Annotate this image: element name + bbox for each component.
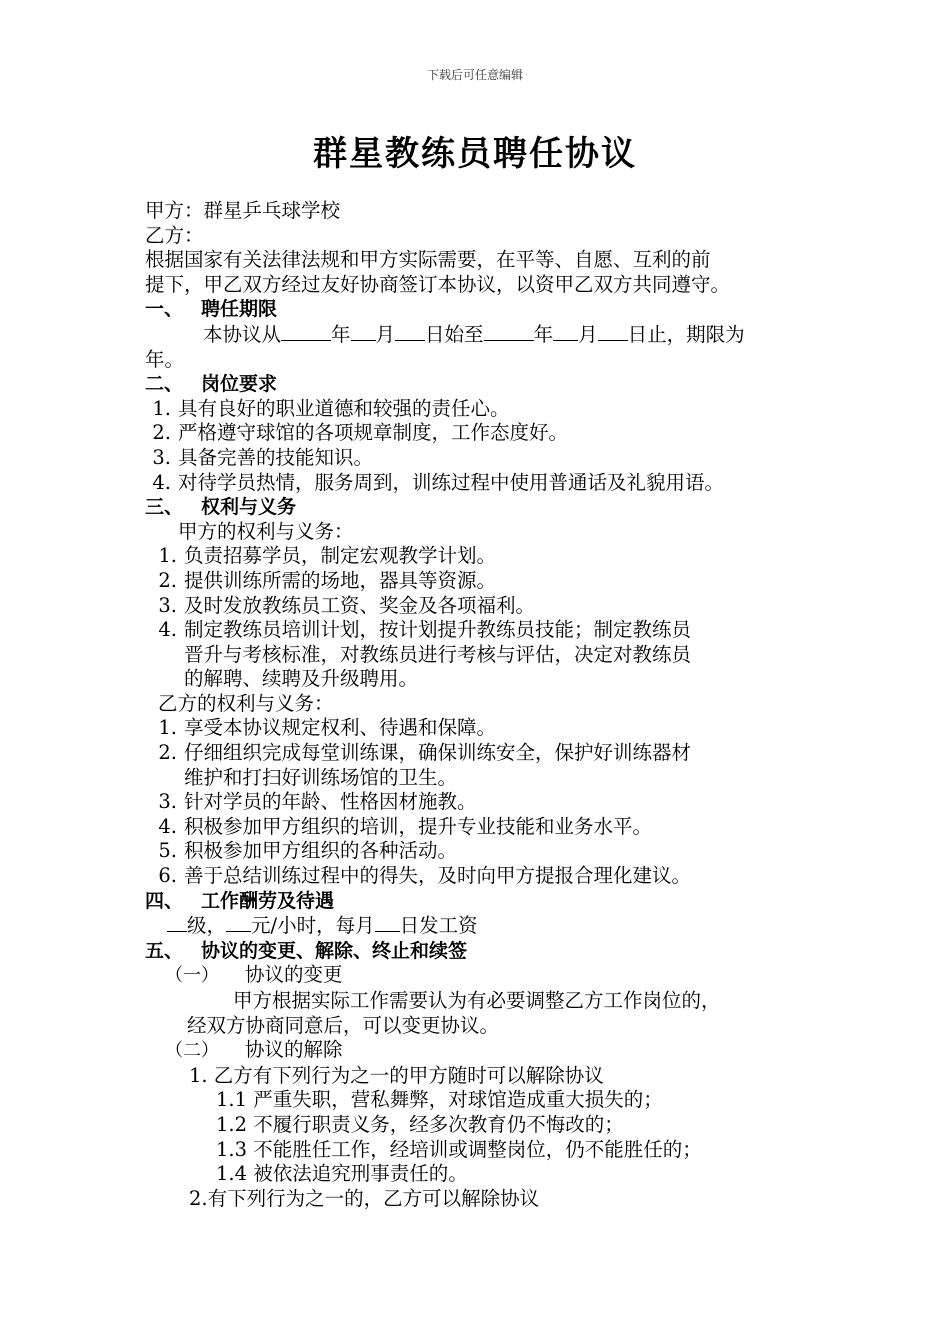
requirements-list xyxy=(145,397,825,495)
termination-sub-item: 1.4 被依法追究刑事责任的。 xyxy=(216,1162,468,1186)
list-item xyxy=(151,544,825,569)
section-number: 三、 xyxy=(145,496,184,519)
section-title: 协议的变更、解除、终止和续签 xyxy=(201,939,468,962)
item-number: 2. xyxy=(158,741,177,765)
pay-text: 日发工资 xyxy=(399,914,478,938)
pay-line xyxy=(145,913,825,939)
section-3-heading xyxy=(145,495,825,520)
party-b-rights-list xyxy=(145,716,825,888)
item-number: 1. xyxy=(158,716,177,740)
term-text: 年 xyxy=(331,322,351,346)
item-text: 仔细组织完成每堂训练课，确保训练安全，保护好训练器材 xyxy=(184,741,692,765)
section-title: 工作酬劳及待遇 xyxy=(201,889,335,912)
item-text: 制定教练员培训计划，按计划提升教练员技能；制定教练员 xyxy=(184,618,692,642)
item-number: 2. xyxy=(158,568,177,592)
item-text: 具有良好的职业道德和较强的责任心。 xyxy=(178,396,510,420)
term-text: 本协议从 xyxy=(203,322,282,346)
item-text: 针对学员的年龄、性格因材施教。 xyxy=(184,790,477,814)
item-number: 6. xyxy=(158,864,177,888)
section-number: 五、 xyxy=(145,939,184,962)
section-title: 岗位要求 xyxy=(201,373,278,396)
rate-blank xyxy=(226,913,251,932)
term-text: 月 xyxy=(578,322,598,346)
list-item xyxy=(151,864,825,889)
intro-line-1: 根据国家有关法律法规和甲方实际需要，在平等、自愿、互利的前 xyxy=(145,248,711,272)
party-a: 甲方：群星乒乓球学校 xyxy=(145,199,341,222)
termination-sub-item: 1.3 不能胜任工作，经培训或调整岗位，仍不能胜任的； xyxy=(216,1137,702,1161)
item-number: 4. xyxy=(158,618,177,642)
term-text: 年 xyxy=(533,322,554,346)
list-item xyxy=(145,397,825,422)
section-title: 权利与义务 xyxy=(201,496,297,519)
list-item xyxy=(145,446,825,471)
item-continuation: 维护和打扫好训练场馆的卫生。 xyxy=(184,765,458,789)
subsection-1-text: 经双方协商同意后，可以变更协议。 xyxy=(187,1013,500,1037)
list-item xyxy=(151,569,825,594)
party-b: 乙方： xyxy=(145,223,204,247)
section-2-heading xyxy=(145,372,825,397)
item-continuation: 晋升与考核标准，对教练员进行考核与评估，决定对教练员 xyxy=(184,642,692,666)
subsection-title: 协议的解除 xyxy=(245,1038,343,1062)
item-number: 5. xyxy=(158,839,177,863)
section-number: 二、 xyxy=(145,373,184,396)
party-a-rights-list xyxy=(145,544,825,692)
item-text: 提供训练所需的场地，器具等资源。 xyxy=(184,568,497,592)
year-blank xyxy=(484,322,534,341)
item-text: 对待学员热情，服务周到，训练过程中使用普通话及礼貌用语。 xyxy=(178,470,725,494)
header-note: 下载后可任意编辑 xyxy=(426,68,523,82)
item-number: 1. xyxy=(158,544,177,568)
pay-text: 元/小时，每月 xyxy=(251,914,375,938)
month-blank xyxy=(553,322,578,341)
list-item xyxy=(151,790,825,815)
term-line-end: 年。 xyxy=(145,347,185,371)
termination-sub-item: 1.1 严重失职，营私舞弊，对球馆造成重大损失的； xyxy=(216,1088,663,1112)
section-5-heading xyxy=(145,939,825,964)
term-text: 日始至 xyxy=(425,322,484,346)
list-item xyxy=(145,421,825,446)
day-blank xyxy=(598,322,628,341)
subsection-1-heading xyxy=(145,963,825,989)
pay-text: 级， xyxy=(187,914,227,938)
term-text: 日止，期限为 xyxy=(627,322,745,346)
term-line xyxy=(145,322,825,348)
item-text: 及时发放教练员工资、奖金及各项福利。 xyxy=(184,593,536,617)
item-text: 具备完善的技能知识。 xyxy=(178,445,374,469)
item-number: 3. xyxy=(152,445,171,469)
list-item xyxy=(151,815,825,840)
subsection-title: 协议的变更 xyxy=(245,963,343,987)
section-number: 一、 xyxy=(145,298,184,321)
party-a-rights-heading: 甲方的权利与义务： xyxy=(178,519,354,543)
day-blank xyxy=(375,913,400,932)
list-item xyxy=(151,594,825,619)
item-number: 4. xyxy=(152,470,171,494)
item-text: 积极参加甲方组织的培训，提升专业技能和业务水平。 xyxy=(184,814,653,838)
year-blank xyxy=(281,322,331,341)
item-text: 严格遵守球馆的各项规章制度，工作态度好。 xyxy=(178,421,569,445)
item-number: 2. xyxy=(152,421,171,445)
termination-item-2: 2.有下列行为之一的，乙方可以解除协议 xyxy=(189,1186,540,1210)
item-text: 积极参加甲方组织的各种活动。 xyxy=(184,839,458,863)
document-title: 群星教练员聘任协议 xyxy=(313,134,637,174)
list-item xyxy=(145,471,825,496)
termination-sub-item: 1.2 不履行职责义务，经多次教育仍不悔改的； xyxy=(216,1112,624,1136)
item-text: 善于总结训练过程中的得失，及时向甲方提报合理化建议。 xyxy=(184,864,692,888)
section-4-heading xyxy=(145,889,825,914)
item-number: 1. xyxy=(152,396,171,420)
section-1-heading xyxy=(145,297,825,322)
list-item xyxy=(151,618,825,643)
list-item xyxy=(151,839,825,864)
subsection-2-heading xyxy=(145,1038,825,1064)
subsection-number: （二） xyxy=(165,1040,219,1062)
item-number: 3. xyxy=(158,593,177,617)
day-blank xyxy=(395,322,425,341)
subsection-1-text: 甲方根据实际工作需要认为有必要调整乙方工作岗位的， xyxy=(233,989,721,1012)
level-blank xyxy=(167,913,187,932)
termination-item-1: 1. 乙方有下列行为之一的甲方随时可以解除协议 xyxy=(189,1063,604,1087)
item-number: 4. xyxy=(158,814,177,838)
intro-line-2: 提下，甲乙双方经过友好协商签订本协议，以资甲乙双方共同遵守。 xyxy=(145,272,731,296)
section-number: 四、 xyxy=(145,889,184,912)
item-text: 负责招募学员，制定宏观教学计划。 xyxy=(184,544,497,568)
subsection-number: （一） xyxy=(165,965,219,987)
item-continuation: 的解聘、续聘及升级聘用。 xyxy=(184,667,419,691)
month-blank xyxy=(351,322,376,341)
party-b-rights-heading: 乙方的权利与义务： xyxy=(158,691,334,715)
term-text: 月 xyxy=(375,322,396,346)
item-text: 享受本协议规定权利、待遇和保障。 xyxy=(184,716,497,740)
item-number: 3. xyxy=(158,790,177,814)
list-item xyxy=(151,716,825,741)
list-item xyxy=(151,741,825,766)
section-title: 聘任期限 xyxy=(201,298,278,321)
document-body xyxy=(145,199,825,1211)
